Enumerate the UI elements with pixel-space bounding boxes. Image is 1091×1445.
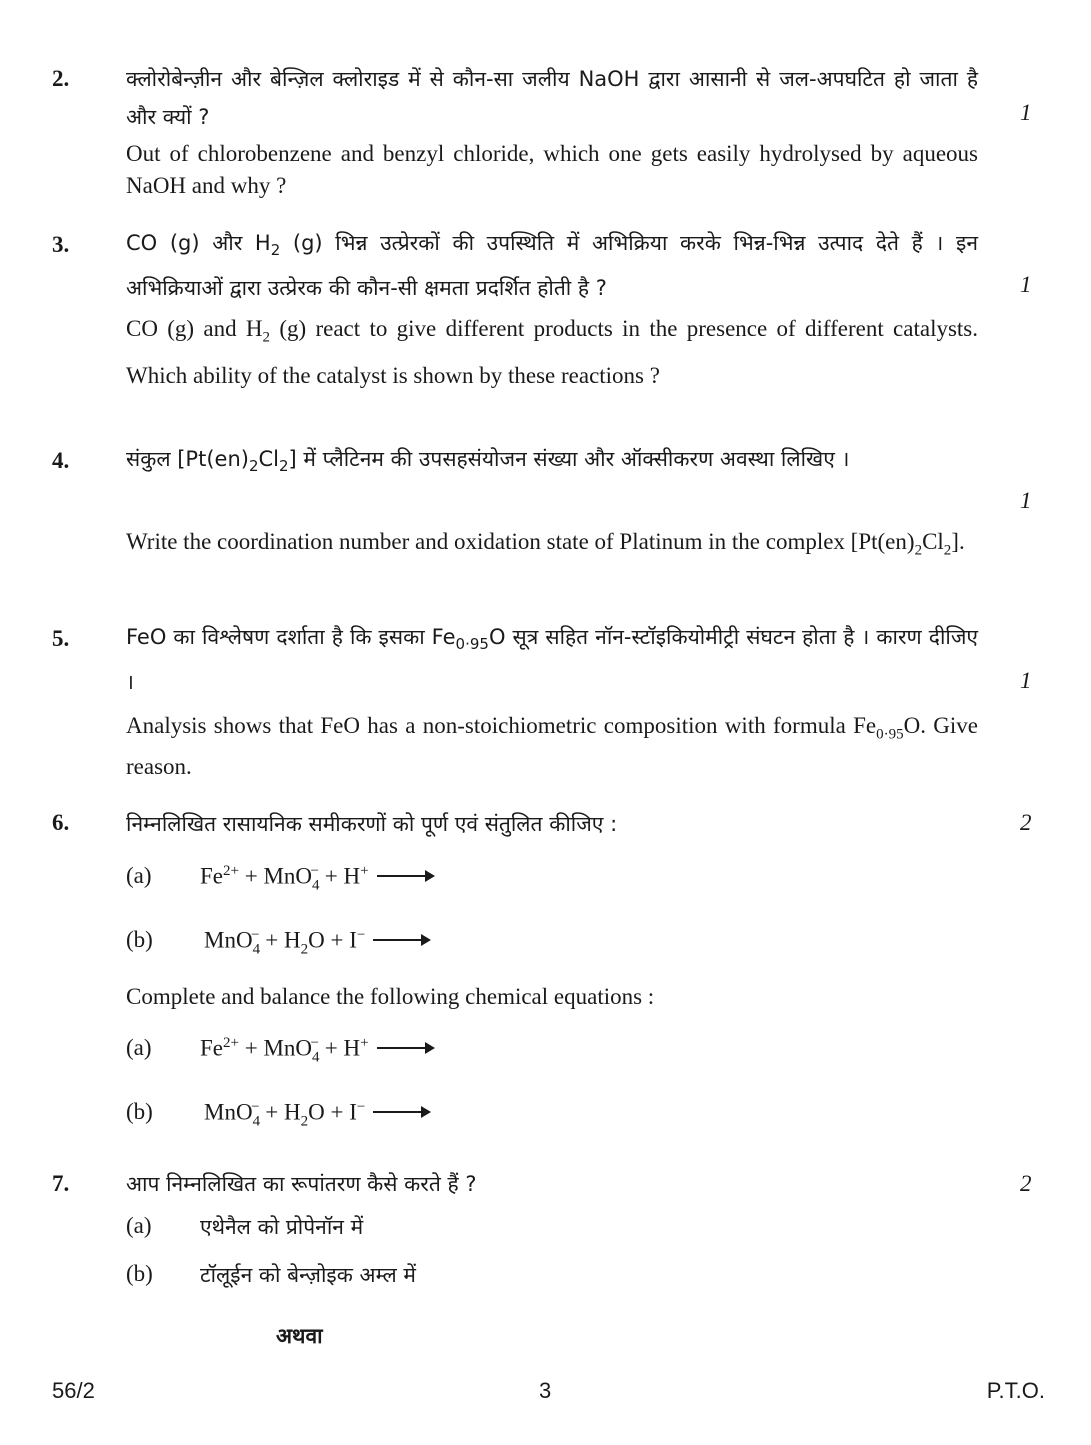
equation: $MnO_4^- + H_2O + I^-$ <box>204 1099 429 1130</box>
question-hindi-text: संकुल $[Pt(en)_2Cl_2]$ में प्लैटिनम की उपसहसंयोजन संख्या और ऑक्सीकरण अवस्था लिखिए । <box>126 447 850 476</box>
question-english-text: Write the coordination number and oxidation state of Platinum in the complex $[Pt(en)_2Cl_2]$. <box>126 529 965 559</box>
question-number: 2. <box>52 66 70 91</box>
equation: $Fe^{2+} + MnO_4^- + H^+$ <box>200 1035 433 1066</box>
arrow-icon <box>373 939 429 941</box>
option-text: टॉलूईन को बेन्ज़ोइक अम्ल में <box>200 1263 416 1287</box>
question-hindi-text: आप निम्नलिखित का रूपांतरण कैसे करते हैं ? <box>126 1172 477 1196</box>
question-hindi-text: क्लोरोबेन्ज़ीन और बेन्ज़िल क्लोराइड में से कौन-सा जलीय NaOH द्वारा आसानी से जल-अपघटित हो जाता है और क्यों ? <box>126 67 978 129</box>
question-hindi-text: FeO का विश्लेषण दर्शाता है कि इसका $Fe_{0\cdot 95}O$ सूत्र सहित नॉन-स्टॉइकियोमीट्री संघटन होता है । कारण दीजिए । <box>126 625 979 695</box>
question-english-text: Complete and balance the following chemical equations : <box>126 984 655 1009</box>
question-english-text: CO (g) and $H_2$ (g) react to give different products in the presence of different catalysts. Which ability of the catalyst is shown by these reactions ? <box>126 316 979 388</box>
option-text: एथेनैल को प्रोपेनॉन में <box>200 1215 364 1239</box>
question-number: 4. <box>52 448 70 473</box>
question-english-text: Out of chlorobenzene and benzyl chloride, which one gets easily hydrolysed by aqueous NaOH and why ? <box>126 141 978 198</box>
or-label: अथवा <box>276 1324 323 1348</box>
question-hindi-text: निम्नलिखित रासायनिक समीकरणों को पूर्ण एवं संतुलित कीजिए : <box>126 812 618 836</box>
equation: $Fe^{2+} + MnO_4^- + H^+$ <box>200 863 433 894</box>
question-number: 6. <box>52 810 70 835</box>
question-marks: 2 <box>1020 1171 1032 1196</box>
equation: $MnO_4^- + H_2O + I^-$ <box>204 927 429 958</box>
question-hindi-text: CO (g) और $H_2$ (g) भिन्न उत्प्रेरकों की उपस्थिति में अभिक्रिया करके भिन्न-भिन्न उत्पाद देते हैं । इन अभिक्रियाओं द्वारा उत्प्रेरक की कौन-सी क्षमता प्रदर्शित होती है ? <box>126 231 978 301</box>
question-marks: 2 <box>1020 810 1032 835</box>
question-marks: 1 <box>1020 100 1032 125</box>
question-marks: 1 <box>1020 668 1032 693</box>
page-number: 3 <box>539 1378 552 1403</box>
question-english-text: Analysis shows that FeO has a non-stoichiometric composition with formula $Fe_{0\cdot 95}O$. Give reason. <box>126 713 978 779</box>
arrow-icon <box>373 1111 429 1113</box>
pto-label: P.T.O. <box>986 1378 1045 1403</box>
exam-page: 2. क्लोरोबेन्ज़ीन और बेन्ज़िल क्लोराइड में से कौन-सा जलीय NaOH द्वारा आसानी से जल-अपघटित हो जाता है और क्यों ? 1 Out of chlorobenzene and benzyl chloride, which one gets easily hydrolysed by aqueous NaOH and why ? 3. CO (g) और $H_2$ (g) भिन्न उत्प्रेरकों की उपस्थिति में अभिक्रिया करके भिन्न-भिन्न उत्पाद देते हैं । इन अभिक्रियाओं द्वारा उत्प्रेरक की कौन-सी क्षमता प्रदर्शित होती है ? 1 CO (g) and $H_2$ (g) react to give different products in the presence of different catalysts. Which ability of the catalyst is shown by these reactions ? 4. संकुल $[Pt(en)_2Cl_2]$ में प्लैटिनम की उपसहसंयोजन संख्या और ऑक्सीकरण अवस्था लिखिए । 1 Write the coordination number and oxidation state of Platinum in the complex $[Pt(en)_2Cl_2]$. 5. FeO का विश्लेषण दर्शाता है कि इसका $Fe_{0\cdot 95}O$ सूत्र सहित नॉन-स्टॉइकियोमीट्री संघटन होता है । कारण दीजिए । 1 Analysis shows that FeO has a non-stoichiometric composition with formula $Fe_{0\cdot 95}O$. Give reason. 6. निम्नलिखित रासायनिक समीकरणों को पूर्ण एवं संतुलित कीजिए : 2 (a) $Fe^{2+} + MnO_4^- + H^+$ (b) $MnO_4^- + H_2O + I^-$ Complete and balance the following chemical equations : (a) $Fe^{2+} + MnO_4^- + H^+$ (b) $MnO_4^- + H_2O + I^-$ 7. आप निम्नलिखित का रूपांतरण कैसे करते हैं ? 2 (a) एथेनैल को प्रोपेनॉन में (b) टॉलूईन को बेन्ज़ोइक अम्ल में अथवा 56/2 3 P.T.O. <box>0 0 1091 1445</box>
paper-code: 56/2 <box>52 1378 95 1403</box>
question-number: 7. <box>52 1171 70 1196</box>
question-marks: 1 <box>1020 488 1032 513</box>
question-number: 5. <box>52 626 70 651</box>
arrow-icon <box>377 1047 433 1049</box>
question-number: 3. <box>52 232 70 257</box>
question-marks: 1 <box>1020 272 1032 297</box>
arrow-icon <box>377 875 433 877</box>
